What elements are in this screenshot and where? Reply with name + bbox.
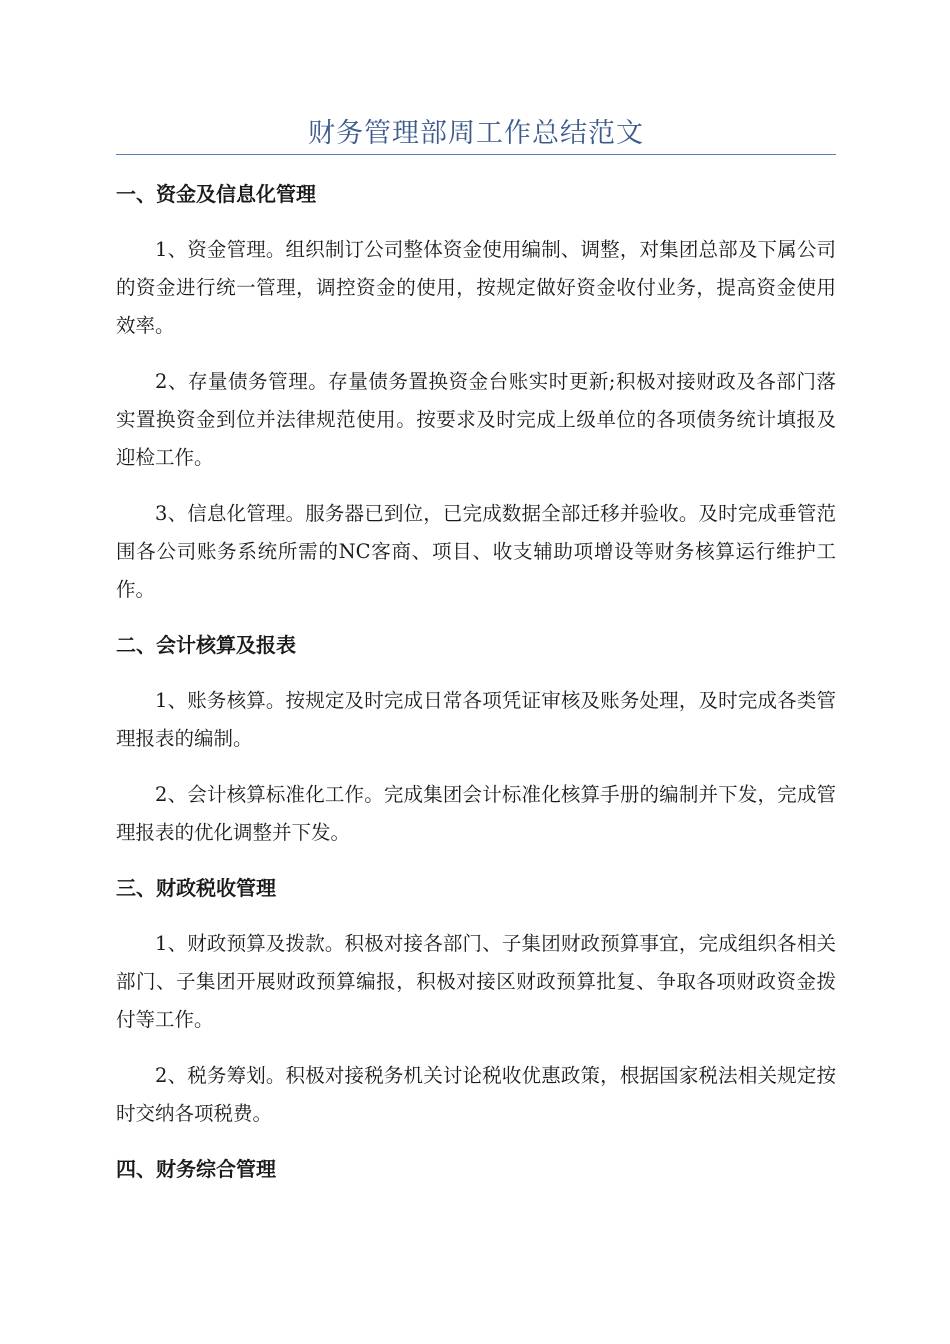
document-title: 财务管理部周工作总结范文 [308,118,644,149]
paragraph: 2、会计核算标准化工作。完成集团会计标准化核算手册的编制并下发，完成管理报表的优化调整并下发。 [116,783,836,844]
document-body [116,176,836,1206]
section-heading: 一、资金及信息化管理 [116,182,316,206]
section-heading: 二、会计核算及报表 [116,633,296,657]
paragraph: 2、税务筹划。积极对接税务机关讨论税收优惠政策，根据国家税法相关规定按时交纳各项税费。 [116,1064,836,1125]
paragraph: 1、财政预算及拨款。积极对接各部门、子集团财政预算事宜，完成组织各相关部门、子集团开展财政预算编报，积极对接区财政预算批复、争取各项财政资金拨付等工作。 [116,932,836,1031]
section-heading: 四、财务综合管理 [116,1157,276,1181]
section-heading: 三、财政税收管理 [116,876,276,900]
paragraph: 1、资金管理。组织制订公司整体资金使用编制、调整，对集团总部及下属公司的资金进行统一管理，调控资金的使用，按规定做好资金收付业务，提高资金使用效率。 [116,238,836,337]
title-underline [116,154,836,155]
paragraph: 3、信息化管理。服务器已到位，已完成数据全部迁移并验收。及时完成垂管范围各公司账务系统所需的NC客商、项目、收支辅助项增设等财务核算运行维护工作。 [116,502,836,601]
paragraph: 1、账务核算。按规定及时完成日常各项凭证审核及账务处理，及时完成各类管理报表的编制。 [116,689,836,750]
paragraph: 2、存量债务管理。存量债务置换资金台账实时更新;积极对接财政及各部门落实置换资金到位并法律规范使用。按要求及时完成上级单位的各项债务统计填报及迎检工作。 [116,370,836,469]
